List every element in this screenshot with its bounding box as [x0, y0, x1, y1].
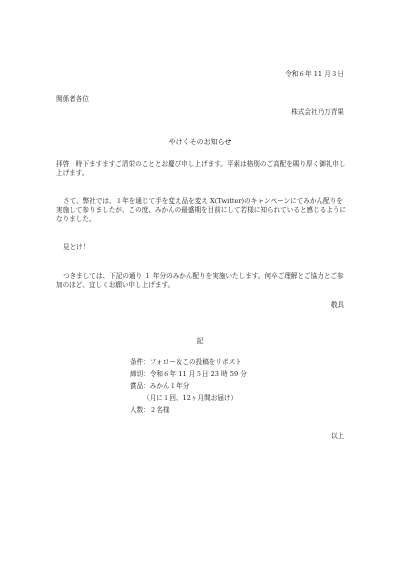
greeting-paragraph: 拝啓 時下ますますご清栄のこととお慶び申し上げます。平素は格別のご高配を賜り厚く御礼申し上げます。	[56, 160, 346, 177]
body-paragraph-1: さて、弊社では、１年を通じて手を変え品を変え X(Twitter)のキャンペーンにてみかん配りを実施して参りましたが、この度、みかんの最盛期を目前にして若様に知られていると感じるようになりました。	[56, 197, 347, 223]
closing-word: 敬具	[330, 301, 344, 309]
shout-line: 見とけ！	[63, 243, 90, 251]
condition-line: 条件：フォロー＆この投稿をリポスト	[130, 358, 242, 366]
letter-title: やけくそのお知らせ	[168, 138, 232, 146]
end-word: 以上	[330, 432, 344, 440]
letter-date: 令和６年 11 月３日	[285, 70, 344, 78]
body-paragraph-2: つきましては、下記の通り １ 年分のみかん配りを実施いたします。何卒ご理解とご協力とご参加のほど、宜しくお願い申し上げます。	[56, 272, 344, 289]
sender-name: 株式会社乃万青果	[291, 108, 344, 116]
winners-line: 人数：２名様	[130, 406, 170, 414]
recipient-line: 関係者各位	[56, 95, 89, 103]
prize-note-line: （月に１回、12ヶ月間お届け）	[143, 394, 238, 402]
ki-heading: 記	[196, 337, 204, 345]
prize-line: 賞品：みかん１年分	[130, 382, 190, 390]
deadline-line: 締切：令和６年 11 月５日 23 時 59 分	[130, 370, 247, 378]
